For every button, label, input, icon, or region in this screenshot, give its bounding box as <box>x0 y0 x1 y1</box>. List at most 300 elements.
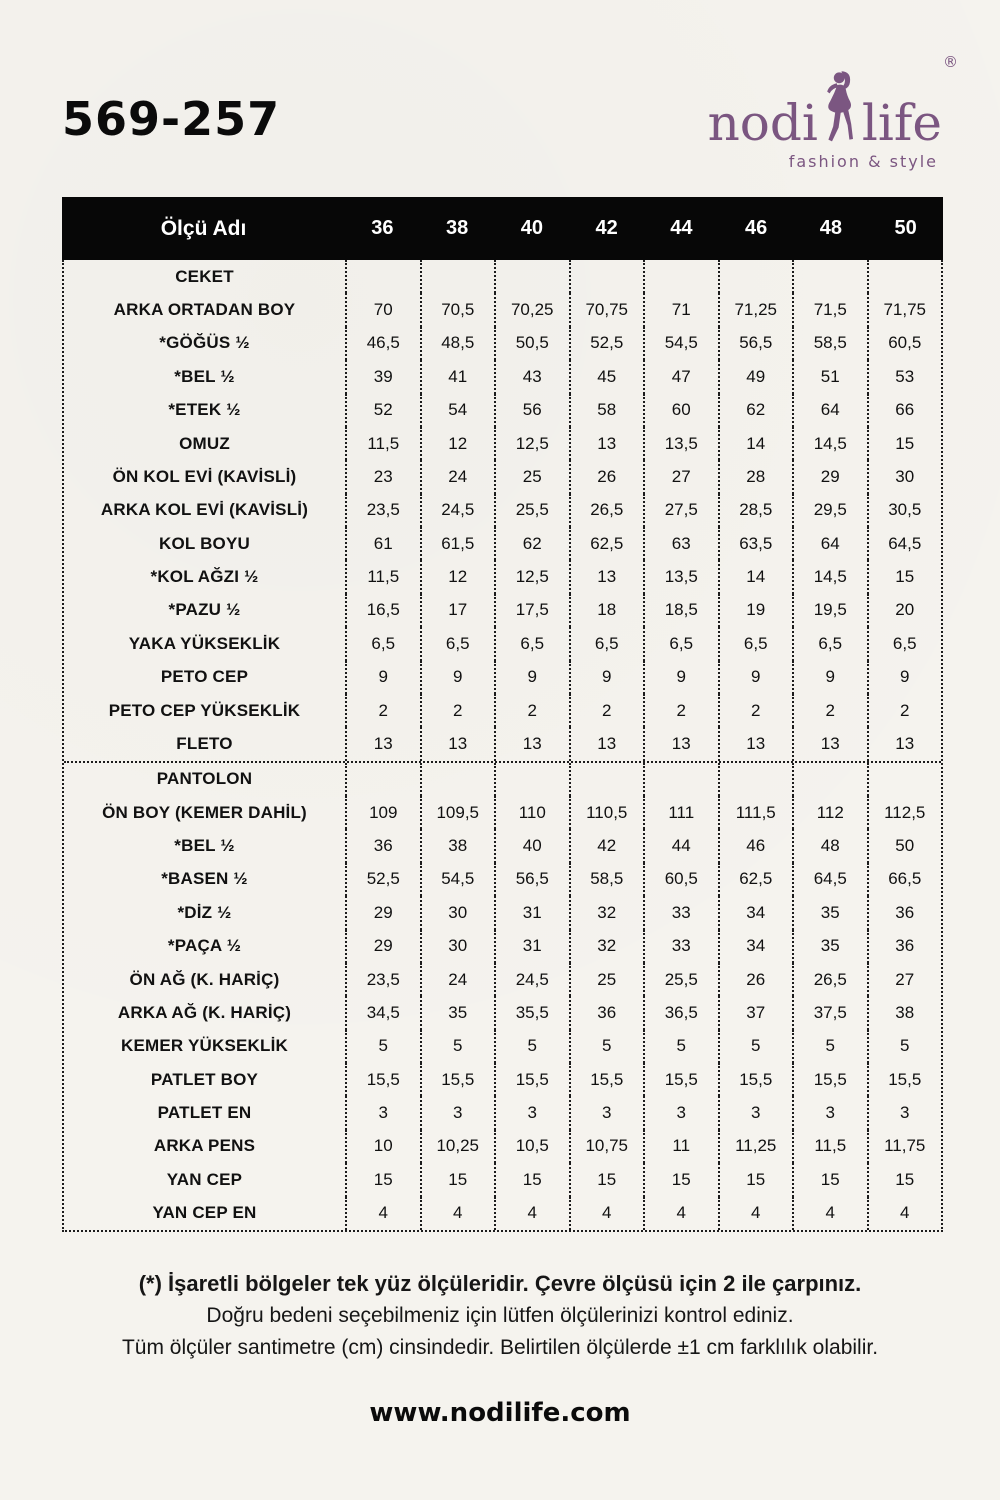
size-value-cell: 26,5 <box>569 494 644 527</box>
section-title-row <box>64 763 941 796</box>
size-value-cell: 14,5 <box>792 427 867 460</box>
size-value-cell: 46 <box>718 829 793 862</box>
table-section-ceket <box>64 260 941 761</box>
size-value-cell: 14 <box>718 427 793 460</box>
size-value-cell: 63 <box>643 527 718 560</box>
size-value-cell: 53 <box>867 360 942 393</box>
woman-silhouette-icon <box>823 70 859 148</box>
size-table-body <box>62 260 943 1232</box>
table-row <box>64 293 941 326</box>
size-value-cell: 15,5 <box>420 1063 495 1096</box>
size-value-cell: 18,5 <box>643 594 718 627</box>
size-value-cell <box>420 260 495 293</box>
size-value-cell: 18 <box>569 594 644 627</box>
footnote-check-measures: Doğru bedeni seçebilmeniz için lütfen ölçülerinizi kontrol ediniz. <box>206 1304 794 1327</box>
size-value-cell: 13 <box>792 727 867 760</box>
size-value-cell: 2 <box>494 694 569 727</box>
table-row <box>64 863 941 896</box>
size-value-cell: 70 <box>345 293 420 326</box>
size-value-cell: 12,5 <box>494 427 569 460</box>
section-title: PANTOLON <box>156 769 253 789</box>
row-label: *PAZU ½ <box>168 600 241 620</box>
size-value-cell: 50,5 <box>494 327 569 360</box>
size-value-cell: 2 <box>569 694 644 727</box>
size-value-cell: 23,5 <box>345 963 420 996</box>
size-value-cell: 5 <box>494 1030 569 1063</box>
size-value-cell: 4 <box>494 1197 569 1230</box>
product-code: 569-257 <box>62 92 281 146</box>
size-value-cell: 70,25 <box>494 293 569 326</box>
size-value-cell: 3 <box>494 1096 569 1129</box>
row-label: *GÖĞÜS ½ <box>159 333 250 353</box>
size-value-cell: 15 <box>345 1163 420 1196</box>
size-value-cell: 3 <box>718 1096 793 1129</box>
size-value-cell: 23 <box>345 460 420 493</box>
size-value-cell: 4 <box>643 1197 718 1230</box>
size-value-cell: 71,25 <box>718 293 793 326</box>
size-value-cell: 71,75 <box>867 293 942 326</box>
table-row <box>64 727 941 760</box>
row-label: *BEL ½ <box>174 366 235 386</box>
size-value-cell: 52 <box>345 394 420 427</box>
size-value-cell: 24 <box>420 460 495 493</box>
size-value-cell: 56 <box>494 394 569 427</box>
table-row <box>64 494 941 527</box>
size-value-cell: 40 <box>494 829 569 862</box>
size-value-cell: 35 <box>420 996 495 1029</box>
size-value-cell: 60,5 <box>867 327 942 360</box>
size-value-cell: 24,5 <box>494 963 569 996</box>
size-value-cell: 4 <box>792 1197 867 1230</box>
row-label: *PAÇA ½ <box>167 936 242 956</box>
size-value-cell: 10,5 <box>494 1130 569 1163</box>
size-value-cell: 109 <box>345 796 420 829</box>
size-value-cell: 50 <box>867 829 942 862</box>
size-value-cell: 70,5 <box>420 293 495 326</box>
row-label: *KOL AĞZI ½ <box>150 567 259 587</box>
size-value-cell: 5 <box>867 1030 942 1063</box>
size-value-cell: 15 <box>867 427 942 460</box>
size-value-cell: 12 <box>420 560 495 593</box>
row-label: PATLET BOY <box>150 1069 259 1089</box>
table-row <box>64 963 941 996</box>
size-value-cell: 36 <box>569 996 644 1029</box>
size-value-cell: 17 <box>420 594 495 627</box>
row-label: PATLET EN <box>157 1103 252 1123</box>
size-value-cell: 3 <box>867 1096 942 1129</box>
table-section-pantolon <box>64 761 941 1230</box>
size-value-cell: 38 <box>867 996 942 1029</box>
size-value-cell: 58 <box>569 394 644 427</box>
size-value-cell: 6,5 <box>345 627 420 660</box>
row-label: *DİZ ½ <box>177 902 232 922</box>
size-value-cell: 71 <box>643 293 718 326</box>
size-value-cell: 54,5 <box>643 327 718 360</box>
size-value-cell <box>718 260 793 293</box>
size-value-cell: 38 <box>420 829 495 862</box>
section-title-row <box>64 260 941 293</box>
size-value-cell: 60 <box>643 394 718 427</box>
table-row <box>64 327 941 360</box>
size-value-cell: 2 <box>643 694 718 727</box>
size-value-cell <box>718 763 793 796</box>
size-value-cell: 60,5 <box>643 863 718 896</box>
size-value-cell: 35,5 <box>494 996 569 1029</box>
size-value-cell: 2 <box>345 694 420 727</box>
row-label: PETO CEP YÜKSEKLİK <box>108 700 301 720</box>
size-value-cell <box>867 260 942 293</box>
row-label: *BASEN ½ <box>161 869 248 889</box>
row-label: *BEL ½ <box>174 836 235 856</box>
size-value-cell: 29 <box>345 930 420 963</box>
size-value-cell: 5 <box>792 1030 867 1063</box>
row-label: *ETEK ½ <box>168 400 241 420</box>
size-value-cell <box>494 260 569 293</box>
size-value-cell: 11,5 <box>345 427 420 460</box>
size-value-cell: 27 <box>643 460 718 493</box>
size-value-cell: 15 <box>494 1163 569 1196</box>
size-value-cell: 62,5 <box>569 527 644 560</box>
size-value-cell: 9 <box>867 661 942 694</box>
size-value-cell: 9 <box>345 661 420 694</box>
size-value-cell: 9 <box>494 661 569 694</box>
size-value-cell: 10,75 <box>569 1130 644 1163</box>
size-value-cell: 13 <box>569 727 644 760</box>
size-value-cell: 31 <box>494 896 569 929</box>
size-value-cell: 32 <box>569 930 644 963</box>
size-value-cell: 112,5 <box>867 796 942 829</box>
logo-text-nodi: nodi <box>707 94 818 152</box>
footnote-cm-tolerance: Tüm ölçüler santimetre (cm) cinsindedir. Belirtilen ölçülerde ±1 cm farklılık olabilir. <box>121 1336 879 1359</box>
row-label: ARKA AĞ (K. HARİÇ) <box>117 1002 292 1022</box>
size-value-cell: 16,5 <box>345 594 420 627</box>
size-value-cell: 112 <box>792 796 867 829</box>
size-value-cell: 5 <box>345 1030 420 1063</box>
size-value-cell: 10,25 <box>420 1130 495 1163</box>
size-value-cell: 64 <box>792 394 867 427</box>
website-url: www.nodilife.com <box>369 1398 631 1428</box>
table-row <box>64 1163 941 1196</box>
size-value-cell: 37 <box>718 996 793 1029</box>
size-value-cell: 3 <box>569 1096 644 1129</box>
table-row <box>64 1130 941 1163</box>
size-value-cell: 2 <box>718 694 793 727</box>
size-value-cell: 27 <box>867 963 942 996</box>
size-value-cell <box>643 260 718 293</box>
size-value-cell: 15,5 <box>494 1063 569 1096</box>
size-value-cell: 62,5 <box>718 863 793 896</box>
table-row <box>64 1030 941 1063</box>
size-value-cell: 33 <box>643 896 718 929</box>
column-header-size-38: 38 <box>446 217 469 239</box>
size-value-cell: 44 <box>643 829 718 862</box>
size-value-cell: 3 <box>345 1096 420 1129</box>
table-row <box>64 1096 941 1129</box>
size-value-cell: 15 <box>792 1163 867 1196</box>
size-value-cell: 56,5 <box>494 863 569 896</box>
size-value-cell: 13 <box>345 727 420 760</box>
size-value-cell: 5 <box>420 1030 495 1063</box>
brand-logo-wordmark <box>672 53 958 152</box>
size-value-cell <box>420 763 495 796</box>
size-value-cell: 9 <box>569 661 644 694</box>
row-label: ÖN AĞ (K. HARİÇ) <box>129 969 280 989</box>
row-label: ARKA KOL EVİ (KAVİSLİ) <box>100 500 309 520</box>
table-row <box>64 360 941 393</box>
size-value-cell: 6,5 <box>569 627 644 660</box>
column-header-size-48: 48 <box>819 217 842 239</box>
size-value-cell: 9 <box>420 661 495 694</box>
size-value-cell: 29 <box>345 896 420 929</box>
size-value-cell: 4 <box>345 1197 420 1230</box>
size-value-cell: 54,5 <box>420 863 495 896</box>
size-value-cell: 36 <box>867 930 942 963</box>
size-value-cell: 12 <box>420 427 495 460</box>
size-value-cell: 56,5 <box>718 327 793 360</box>
table-row <box>64 1063 941 1096</box>
size-value-cell: 17,5 <box>494 594 569 627</box>
table-row <box>64 527 941 560</box>
row-label: ARKA PENS <box>153 1136 256 1156</box>
size-value-cell: 12,5 <box>494 560 569 593</box>
size-value-cell: 15,5 <box>569 1063 644 1096</box>
size-value-cell: 3 <box>792 1096 867 1129</box>
size-value-cell: 13 <box>867 727 942 760</box>
size-value-cell: 26 <box>718 963 793 996</box>
size-value-cell: 30 <box>420 930 495 963</box>
size-value-cell: 63,5 <box>718 527 793 560</box>
size-value-cell: 9 <box>718 661 793 694</box>
size-value-cell: 37,5 <box>792 996 867 1029</box>
row-label: OMUZ <box>179 433 230 453</box>
size-value-cell: 6,5 <box>494 627 569 660</box>
footnote-single-face: (*) İşaretli bölgeler tek yüz ölçüleridir. Çevre ölçüsü için 2 ile çarpınız. <box>138 1271 862 1296</box>
size-value-cell: 28 <box>718 460 793 493</box>
size-value-cell: 39 <box>345 360 420 393</box>
size-value-cell: 30,5 <box>867 494 942 527</box>
size-value-cell: 26,5 <box>792 963 867 996</box>
size-value-cell: 64 <box>792 527 867 560</box>
table-row <box>64 694 941 727</box>
size-value-cell: 24 <box>420 963 495 996</box>
size-value-cell: 13 <box>569 560 644 593</box>
size-value-cell: 110,5 <box>569 796 644 829</box>
size-value-cell: 4 <box>867 1197 942 1230</box>
table-row <box>64 427 941 460</box>
size-value-cell: 35 <box>792 930 867 963</box>
size-value-cell: 70,75 <box>569 293 644 326</box>
size-value-cell: 31 <box>494 930 569 963</box>
size-value-cell: 9 <box>643 661 718 694</box>
size-value-cell: 51 <box>792 360 867 393</box>
size-value-cell: 23,5 <box>345 494 420 527</box>
column-header-measure-name: Ölçü Adı <box>160 216 247 240</box>
row-label: ÖN KOL EVİ (KAVİSLİ) <box>112 466 297 486</box>
size-value-cell: 34 <box>718 896 793 929</box>
size-value-cell: 109,5 <box>420 796 495 829</box>
size-value-cell: 13 <box>643 727 718 760</box>
size-value-cell <box>345 763 420 796</box>
size-value-cell: 111 <box>643 796 718 829</box>
size-value-cell: 11,25 <box>718 1130 793 1163</box>
brand-logo <box>672 53 958 171</box>
size-value-cell: 34,5 <box>345 996 420 1029</box>
size-value-cell: 6,5 <box>643 627 718 660</box>
row-label: ÖN BOY (KEMER DAHİL) <box>102 802 307 822</box>
table-row <box>64 594 941 627</box>
table-row <box>64 560 941 593</box>
table-row <box>64 796 941 829</box>
size-value-cell: 32 <box>569 896 644 929</box>
size-value-cell: 36,5 <box>643 996 718 1029</box>
size-value-cell: 4 <box>718 1197 793 1230</box>
size-value-cell <box>643 763 718 796</box>
size-value-cell: 15 <box>569 1163 644 1196</box>
size-value-cell <box>569 763 644 796</box>
size-value-cell <box>867 763 942 796</box>
size-value-cell: 6,5 <box>867 627 942 660</box>
size-value-cell: 15,5 <box>792 1063 867 1096</box>
table-row <box>64 930 941 963</box>
size-value-cell: 25 <box>569 963 644 996</box>
size-value-cell: 6,5 <box>420 627 495 660</box>
registered-trademark-icon: ® <box>943 53 958 71</box>
size-value-cell: 25,5 <box>643 963 718 996</box>
size-value-cell: 58,5 <box>569 863 644 896</box>
size-value-cell: 11,5 <box>792 1130 867 1163</box>
size-value-cell: 45 <box>569 360 644 393</box>
size-value-cell: 15 <box>718 1163 793 1196</box>
size-value-cell: 54 <box>420 394 495 427</box>
size-value-cell: 30 <box>867 460 942 493</box>
size-value-cell: 4 <box>420 1197 495 1230</box>
size-value-cell: 41 <box>420 360 495 393</box>
size-value-cell: 15,5 <box>643 1063 718 1096</box>
size-value-cell: 48 <box>792 829 867 862</box>
size-value-cell: 3 <box>643 1096 718 1129</box>
size-value-cell: 15,5 <box>867 1063 942 1096</box>
size-value-cell: 71,5 <box>792 293 867 326</box>
row-label: KEMER YÜKSEKLİK <box>120 1036 289 1056</box>
table-row <box>64 1197 941 1230</box>
size-value-cell: 64,5 <box>792 863 867 896</box>
column-header-size-40: 40 <box>520 217 543 239</box>
size-value-cell: 111,5 <box>718 796 793 829</box>
size-value-cell: 15 <box>867 1163 942 1196</box>
table-row <box>64 627 941 660</box>
size-value-cell: 4 <box>569 1197 644 1230</box>
size-value-cell: 13 <box>420 727 495 760</box>
size-value-cell: 15 <box>643 1163 718 1196</box>
size-value-cell: 61,5 <box>420 527 495 560</box>
size-value-cell: 36 <box>867 896 942 929</box>
size-value-cell: 28,5 <box>718 494 793 527</box>
size-value-cell: 5 <box>643 1030 718 1063</box>
logo-tagline: fashion & style <box>788 152 938 171</box>
size-value-cell: 46,5 <box>345 327 420 360</box>
size-value-cell: 29,5 <box>792 494 867 527</box>
size-value-cell: 52,5 <box>345 863 420 896</box>
size-value-cell: 58,5 <box>792 327 867 360</box>
size-value-cell: 24,5 <box>420 494 495 527</box>
table-row <box>64 829 941 862</box>
size-value-cell: 35 <box>792 896 867 929</box>
table-row <box>64 896 941 929</box>
size-value-cell: 3 <box>420 1096 495 1129</box>
size-value-cell: 29 <box>792 460 867 493</box>
size-value-cell: 49 <box>718 360 793 393</box>
size-value-cell: 33 <box>643 930 718 963</box>
size-value-cell: 6,5 <box>718 627 793 660</box>
row-label: YAKA YÜKSEKLİK <box>128 633 281 653</box>
size-value-cell: 15,5 <box>718 1063 793 1096</box>
size-value-cell: 66 <box>867 394 942 427</box>
size-value-cell: 48,5 <box>420 327 495 360</box>
size-value-cell: 11,5 <box>345 560 420 593</box>
size-value-cell: 19,5 <box>792 594 867 627</box>
column-header-size-42: 42 <box>595 217 618 239</box>
size-value-cell: 15,5 <box>345 1063 420 1096</box>
column-header-size-44: 44 <box>670 217 693 239</box>
row-label: YAN CEP <box>166 1169 243 1189</box>
size-value-cell: 14 <box>718 560 793 593</box>
size-value-cell: 13 <box>718 727 793 760</box>
size-table-header-row <box>62 197 943 260</box>
size-value-cell: 5 <box>569 1030 644 1063</box>
size-value-cell: 19 <box>718 594 793 627</box>
size-value-cell: 26 <box>569 460 644 493</box>
table-row <box>64 394 941 427</box>
size-value-cell: 9 <box>792 661 867 694</box>
size-value-cell: 20 <box>867 594 942 627</box>
size-value-cell: 30 <box>420 896 495 929</box>
size-value-cell: 25 <box>494 460 569 493</box>
size-value-cell: 13,5 <box>643 560 718 593</box>
size-value-cell: 62 <box>494 527 569 560</box>
size-value-cell: 36 <box>345 829 420 862</box>
size-value-cell: 13 <box>569 427 644 460</box>
size-value-cell: 47 <box>643 360 718 393</box>
table-row <box>64 460 941 493</box>
size-value-cell: 64,5 <box>867 527 942 560</box>
row-label: KOL BOYU <box>158 533 251 553</box>
row-label: FLETO <box>176 733 233 753</box>
logo-text-life: life <box>861 94 942 152</box>
size-value-cell <box>792 260 867 293</box>
size-value-cell: 5 <box>718 1030 793 1063</box>
column-header-size-50: 50 <box>894 217 917 239</box>
size-value-cell: 61 <box>345 527 420 560</box>
size-value-cell: 2 <box>867 694 942 727</box>
size-value-cell: 6,5 <box>792 627 867 660</box>
section-title: CEKET <box>175 266 234 286</box>
column-header-size-36: 36 <box>371 217 394 239</box>
size-value-cell: 34 <box>718 930 793 963</box>
row-label: ARKA ORTADAN BOY <box>113 300 296 320</box>
table-row <box>64 661 941 694</box>
size-value-cell: 11,75 <box>867 1130 942 1163</box>
size-value-cell: 15 <box>420 1163 495 1196</box>
table-row <box>64 996 941 1029</box>
size-value-cell: 2 <box>792 694 867 727</box>
size-table <box>62 197 943 1232</box>
size-value-cell <box>494 763 569 796</box>
size-value-cell: 13,5 <box>643 427 718 460</box>
size-value-cell: 42 <box>569 829 644 862</box>
size-value-cell: 43 <box>494 360 569 393</box>
size-value-cell <box>792 763 867 796</box>
size-value-cell: 62 <box>718 394 793 427</box>
